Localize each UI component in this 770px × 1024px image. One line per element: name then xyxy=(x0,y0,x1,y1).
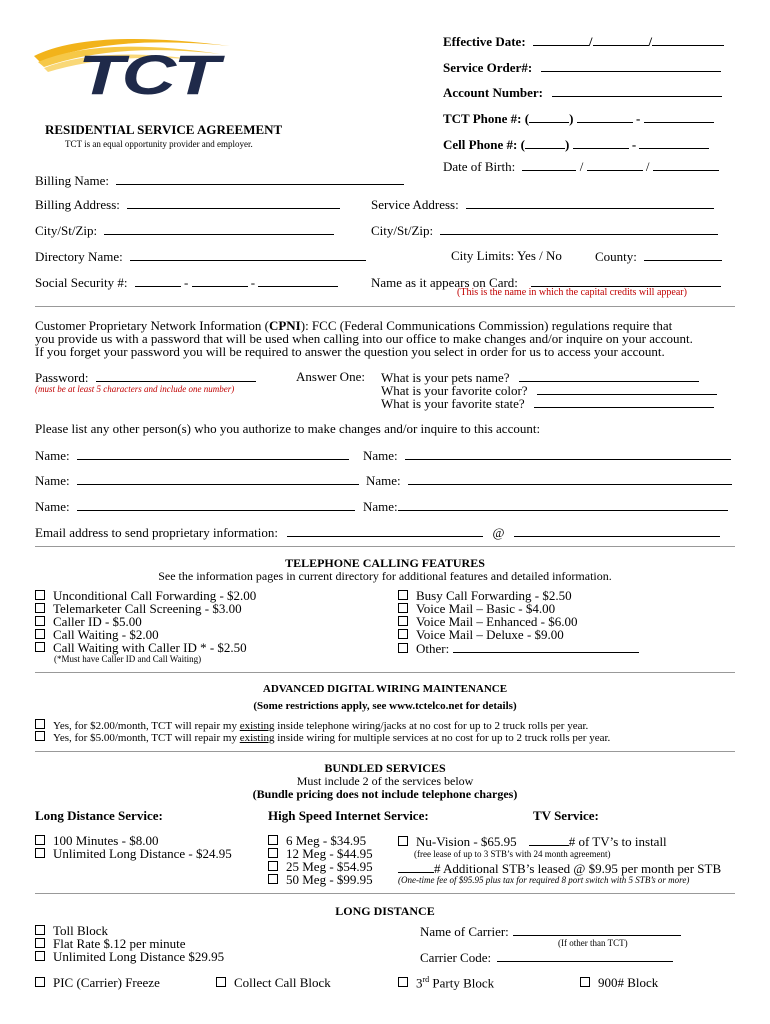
account-number-label: Account Number: xyxy=(443,85,544,100)
authorized-name-4 xyxy=(366,472,732,489)
name-label: Name: xyxy=(35,473,70,488)
county-field[interactable] xyxy=(644,248,722,261)
third-party-block[interactable] xyxy=(398,975,494,991)
feature-label: Caller ID - $5.00 xyxy=(53,614,142,629)
carrier-note: (If other than TCT) xyxy=(558,938,628,948)
checkbox[interactable] xyxy=(35,603,45,613)
tv-additional-label: # Additional STB’s leased @ $9.95 per month per STB xyxy=(434,861,722,876)
billing-address-row xyxy=(35,196,340,213)
checkbox[interactable] xyxy=(398,616,408,626)
name-label: Name: xyxy=(363,448,398,463)
dob-day-field[interactable] xyxy=(587,158,643,171)
wiring-text: Yes, for $5.00/month, TCT will repair my xyxy=(53,732,240,744)
authorized-name-1 xyxy=(35,447,349,464)
checkbox[interactable] xyxy=(35,977,45,987)
cpni-line2: you provide us with a password that will be used when calling into our office to make changes and/or inquire on your account. xyxy=(35,331,693,346)
email-domain-field[interactable] xyxy=(514,524,720,537)
checkbox[interactable] xyxy=(398,977,408,987)
carrier-code-label: Carrier Code: xyxy=(420,950,492,965)
third-num: 3 xyxy=(416,975,423,991)
authorized-name-6 xyxy=(363,498,728,515)
feature-label: Other: xyxy=(416,641,450,656)
wiring-option-2[interactable] xyxy=(35,731,610,744)
name-on-card-label: Name as it appears on Card: xyxy=(371,275,518,290)
feature-other-field[interactable] xyxy=(453,640,639,653)
collect-call-block[interactable] xyxy=(216,975,331,991)
option-label: 25 Meg - $54.95 xyxy=(286,859,373,874)
billing-name-label: Billing Name: xyxy=(35,173,110,188)
feature-label: Unconditional Call Forwarding - $2.00 xyxy=(53,588,257,603)
checkbox[interactable] xyxy=(35,925,45,935)
name-label: Name: xyxy=(366,473,401,488)
question-pet-field[interactable] xyxy=(519,369,699,382)
tv-additional-field[interactable] xyxy=(398,860,434,873)
billing-city-row xyxy=(35,222,334,239)
option-label: Unlimited Long Distance - $24.95 xyxy=(53,846,232,861)
authorized-intro: Please list any other person(s) who you authorize to make changes and/or inquire to this account: xyxy=(35,421,541,436)
option-label: Unlimited Long Distance $29.95 xyxy=(53,949,225,964)
password-field[interactable] xyxy=(96,369,256,382)
feature-label: Call Waiting - $2.00 xyxy=(53,627,159,642)
checkbox[interactable] xyxy=(35,629,45,639)
option-label: Toll Block xyxy=(53,923,109,938)
tv-lease-note: (free lease of up to 3 STB’s with 24 month agreement) xyxy=(414,849,611,859)
option-label: PIC (Carrier) Freeze xyxy=(53,975,160,990)
name-field[interactable] xyxy=(77,472,359,485)
cpni-line3: If you forget your password you will be required to answer the question you select in order for us to access your account. xyxy=(35,344,665,359)
email-at: @ xyxy=(492,525,505,540)
divider xyxy=(35,893,735,894)
checkbox[interactable] xyxy=(580,977,590,987)
tct-phone-prefix-field[interactable] xyxy=(577,110,633,123)
carrier-name-row xyxy=(420,923,681,940)
dob-month-field[interactable] xyxy=(522,158,576,171)
effective-date-label: Effective Date: xyxy=(443,34,526,49)
feature-note: (*Must have Caller ID and Call Waiting) xyxy=(54,654,202,664)
bundled-sub1: Must include 2 of the services below xyxy=(296,774,474,788)
dob-year-field[interactable] xyxy=(653,158,719,171)
tct-phone-line-field[interactable] xyxy=(644,110,714,123)
question-state-field[interactable] xyxy=(534,395,714,408)
wiring-existing: existing xyxy=(239,720,275,732)
billing-address-field[interactable] xyxy=(127,196,340,209)
service-address-label: Service Address: xyxy=(371,197,459,212)
tct-phone-label: TCT Phone #: xyxy=(443,111,522,126)
billing-city-field[interactable] xyxy=(104,222,334,235)
authorized-name-2 xyxy=(363,447,731,464)
county-label: County: xyxy=(595,249,637,264)
carrier-code-row xyxy=(420,949,673,966)
county-row xyxy=(595,248,722,265)
tct-phone-area-field[interactable] xyxy=(529,110,569,123)
account-number-row xyxy=(443,84,722,101)
third-sup: rd xyxy=(422,975,430,984)
tv-fee-note: (One-time fee of $95.95 plus tax for required 8 port switch with 5 STB’s or more) xyxy=(398,875,690,885)
divider xyxy=(35,306,735,307)
service-city-label: City/St/Zip: xyxy=(371,223,434,238)
features-title: TELEPHONE CALLING FEATURES xyxy=(285,556,485,570)
checkbox[interactable] xyxy=(35,951,45,961)
directory-name-row xyxy=(35,248,366,265)
password-label: Password: xyxy=(35,370,89,385)
dob-label: Date of Birth: xyxy=(443,159,516,174)
cpni-text-b: ): FCC (Federal Communications Commission) regulations require that xyxy=(300,318,673,333)
name-field[interactable] xyxy=(398,498,728,511)
option-label: 6 Meg - $34.95 xyxy=(286,833,367,848)
cell-phone-label: Cell Phone #: xyxy=(443,137,518,152)
carrier-name-field[interactable] xyxy=(513,923,681,936)
tct-phone-row: TCT Phone #: ( ) - xyxy=(443,110,714,127)
option-label: Flat Rate $.12 per minute xyxy=(53,936,186,951)
divider xyxy=(35,546,735,547)
directory-name-field[interactable] xyxy=(130,248,366,261)
equal-opportunity-note: TCT is an equal opportunity provider and employer. xyxy=(65,139,253,149)
billing-address-label: Billing Address: xyxy=(35,197,120,212)
hsi-heading: High Speed Internet Service: xyxy=(268,808,429,823)
ssn-part1-field[interactable] xyxy=(135,274,181,287)
wiring-text: inside telephone wiring/jacks at no cost for up to 2 truck rolls per year. xyxy=(274,720,589,732)
checkbox[interactable] xyxy=(35,616,45,626)
logo-text: TCT xyxy=(78,43,217,106)
authorized-name-5 xyxy=(35,498,355,515)
checkbox[interactable] xyxy=(35,835,45,845)
service-city-field[interactable] xyxy=(440,222,718,235)
dob-row: Date of Birth: / / xyxy=(443,158,719,175)
service-order-row xyxy=(443,59,721,76)
block-900[interactable] xyxy=(580,975,658,991)
feature-label: Busy Call Forwarding - $2.50 xyxy=(416,588,572,603)
question-state-label: What is your favorite state? xyxy=(381,396,525,411)
ld-unlimited[interactable] xyxy=(35,949,224,965)
wiring-text: inside wiring for multiple services at no cost for up to 2 truck rolls per year. xyxy=(274,732,611,744)
name-field[interactable] xyxy=(408,472,732,485)
feature-label: Voice Mail – Deluxe - $9.00 xyxy=(416,627,564,642)
service-address-row xyxy=(371,196,714,213)
effective-date-row: Effective Date: / / xyxy=(443,33,724,50)
name-field[interactable] xyxy=(77,447,349,460)
option-label: 900# Block xyxy=(598,975,659,990)
password-note: (must be at least 5 characters and include one number) xyxy=(35,384,235,394)
divider xyxy=(35,672,735,673)
feature-item-other[interactable] xyxy=(398,640,639,657)
carrier-code-field[interactable] xyxy=(497,949,673,962)
checkbox[interactable] xyxy=(35,938,45,948)
email-label: Email address to send proprietary information: xyxy=(35,525,278,540)
ld-option-unlimited[interactable] xyxy=(35,846,232,862)
checkbox[interactable] xyxy=(268,861,278,871)
billing-name-field[interactable] xyxy=(116,172,404,185)
wiring-title: ADVANCED DIGITAL WIRING MAINTENANCE xyxy=(262,683,508,695)
account-number-field[interactable] xyxy=(552,84,722,97)
email-row xyxy=(35,524,720,541)
feature-label: Voice Mail – Enhanced - $6.00 xyxy=(416,614,578,629)
question-pet-label: What is your pets name? xyxy=(381,370,510,385)
checkbox[interactable] xyxy=(216,977,226,987)
hsi-option-50[interactable] xyxy=(268,872,373,888)
question-color-field[interactable] xyxy=(537,382,717,395)
wiring-text: Yes, for $2.00/month, TCT will repair my xyxy=(53,720,240,732)
question-color-label: What is your favorite color? xyxy=(381,383,528,398)
name-label: Name: xyxy=(35,499,70,514)
cell-phone-area-field[interactable] xyxy=(525,136,565,149)
checkbox[interactable] xyxy=(268,874,278,884)
authorized-name-3 xyxy=(35,472,359,489)
cell-phone-line-field[interactable] xyxy=(639,136,709,149)
effective-date-year-field[interactable] xyxy=(652,33,724,46)
directory-name-label: Directory Name: xyxy=(35,249,123,264)
service-order-label: Service Order#: xyxy=(443,60,533,75)
checkbox[interactable] xyxy=(35,848,45,858)
cpni-bold: CPNI xyxy=(268,318,301,333)
city-limits[interactable]: City Limits: Yes / No xyxy=(451,248,562,263)
email-user-field[interactable] xyxy=(287,524,483,537)
cell-phone-row: Cell Phone #: ( ) - xyxy=(443,136,709,153)
checkbox[interactable] xyxy=(398,643,408,653)
option-label: 50 Meg - $99.95 xyxy=(286,872,373,887)
page-title: RESIDENTIAL SERVICE AGREEMENT xyxy=(45,122,283,137)
answer-one-label: Answer One: xyxy=(296,369,365,384)
tct-logo xyxy=(30,28,240,106)
feature-label: Call Waiting with Caller ID * - $2.50 xyxy=(53,640,247,655)
feature-label: Telemarketer Call Screening - $3.00 xyxy=(53,601,242,616)
question-state-row xyxy=(381,395,714,412)
capital-credits-note: (This is the name in which the capital credits will appear) xyxy=(457,287,687,298)
ssn-part3-field[interactable] xyxy=(258,274,338,287)
service-city-row xyxy=(371,222,718,239)
name-field[interactable] xyxy=(77,498,355,511)
bundled-title: BUNDLED SERVICES xyxy=(324,761,446,775)
option-label: Collect Call Block xyxy=(234,975,331,990)
checkbox[interactable] xyxy=(268,835,278,845)
long-distance-title: LONG DISTANCE xyxy=(335,904,435,918)
feature-label: Voice Mail – Basic - $4.00 xyxy=(416,601,556,616)
checkbox[interactable] xyxy=(35,731,45,741)
checkbox[interactable] xyxy=(35,719,45,729)
checkbox[interactable] xyxy=(398,603,408,613)
ld-service-heading: Long Distance Service: xyxy=(35,808,163,823)
pic-freeze[interactable] xyxy=(35,975,160,991)
billing-name-row xyxy=(35,172,404,189)
name-label: Name: xyxy=(363,499,398,514)
ssn-label: Social Security #: xyxy=(35,275,128,290)
checkbox[interactable] xyxy=(398,629,408,639)
checkbox[interactable] xyxy=(35,590,45,600)
wiring-existing: existing xyxy=(239,732,275,744)
checkbox[interactable] xyxy=(398,590,408,600)
cell-phone-prefix-field[interactable] xyxy=(573,136,629,149)
service-order-field[interactable] xyxy=(541,59,721,72)
checkbox[interactable] xyxy=(268,848,278,858)
bundled-sub2: (Bundle pricing does not include telephone charges) xyxy=(252,787,518,801)
ssn-part2-field[interactable] xyxy=(192,274,248,287)
divider xyxy=(35,751,735,752)
tv-count-field[interactable] xyxy=(529,833,569,846)
tv-heading: TV Service: xyxy=(533,808,599,823)
name-on-card-field[interactable] xyxy=(531,274,721,287)
service-address-field[interactable] xyxy=(466,196,714,209)
wiring-subtitle: (Some restrictions apply, see www.tctelco.net for details) xyxy=(253,700,517,712)
option-label: Party Block xyxy=(432,975,495,991)
cpni-text-a: Customer Proprietary Network Information ( xyxy=(35,318,269,333)
carrier-name-label: Name of Carrier: xyxy=(420,924,509,939)
option-label: 100 Minutes - $8.00 xyxy=(53,833,159,848)
option-label: 12 Meg - $44.95 xyxy=(286,846,373,861)
name-field[interactable] xyxy=(405,447,731,460)
tv-option-nuvision[interactable] xyxy=(398,833,667,850)
name-label: Name: xyxy=(35,448,70,463)
features-subtitle: See the information pages in current directory for additional features and detailed information. xyxy=(158,569,612,583)
effective-date-day-field[interactable] xyxy=(593,33,649,46)
option-label: Nu-Vision - $65.95 xyxy=(416,834,517,849)
checkbox[interactable] xyxy=(35,642,45,652)
ssn-row: Social Security #: - - xyxy=(35,274,338,291)
checkbox[interactable] xyxy=(398,836,408,846)
billing-city-label: City/St/Zip: xyxy=(35,223,98,238)
tv-count-label: # of TV’s to install xyxy=(568,834,667,849)
effective-date-month-field[interactable] xyxy=(533,33,589,46)
